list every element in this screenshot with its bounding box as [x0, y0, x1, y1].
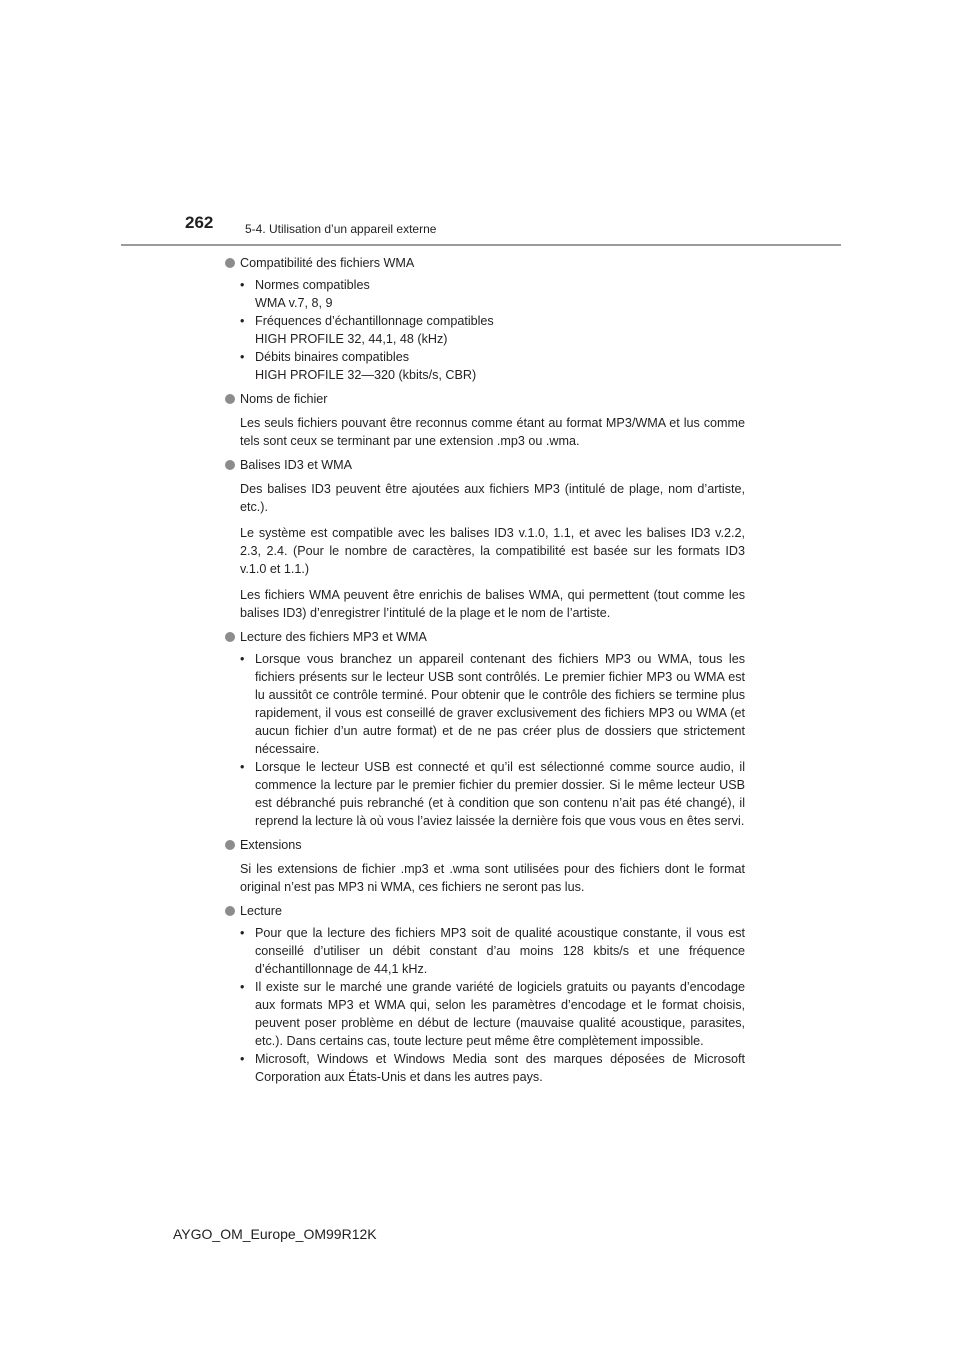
- list-item-text: Il existe sur le marché une grande variété de logiciels gratuits ou payants d’encodage aux formats MP3 et WMA qui, selon les paramètres d’encodage et le format choisis, peuvent poser problème en début de lecture (mauvaise qualité acoustique, parasites, etc.). Dans certains cas, toute lecture peut même être complètement impossible.: [255, 980, 745, 1048]
- section-heading: [224, 390, 745, 408]
- spec-label: Fréquences d’échantillonnage compatibles: [255, 314, 494, 328]
- section-bullet-icon: [225, 460, 235, 470]
- list-item: [240, 1050, 745, 1086]
- list-bullet-icon: •: [240, 1052, 245, 1066]
- list-item: [240, 758, 745, 830]
- list-item: [240, 276, 745, 312]
- spec-detail: HIGH PROFILE 32—320 (kbits/s, CBR): [255, 368, 477, 382]
- list-item-text: Pour que la lecture des fichiers MP3 soit de qualité acoustique constante, il vous est conseillé d’utiliser un débit constant d’au moins 128 kbits/s et une fréquence d’échantillonnage de 44,1 kHz.: [255, 926, 745, 976]
- spec-label: Débits binaires compatibles: [255, 350, 409, 364]
- section-heading: [224, 836, 745, 854]
- section-id3-tags: [224, 456, 745, 622]
- list-item: [240, 924, 745, 978]
- list-bullet-icon: •: [240, 350, 245, 364]
- section-bullet-icon: [225, 906, 235, 916]
- section-heading-text: Balises ID3 et WMA: [240, 458, 352, 472]
- spec-label: Normes compatibles: [255, 278, 370, 292]
- section-title: 5-4. Utilisation d’un appareil externe: [245, 222, 437, 236]
- footer-doc-id: AYGO_OM_Europe_OM99R12K: [173, 1226, 377, 1242]
- section-bullet-icon: [225, 840, 235, 850]
- section-heading-text: Compatibilité des fichiers WMA: [240, 256, 415, 270]
- list-bullet-icon: •: [240, 652, 245, 666]
- section-file-playback: [224, 628, 745, 830]
- section-wma-compat: [224, 254, 745, 384]
- section-heading-text: Lecture des fichiers MP3 et WMA: [240, 630, 427, 644]
- section-heading-text: Noms de fichier: [240, 392, 328, 406]
- bullet-list: [240, 924, 745, 1086]
- section-file-names: [224, 390, 745, 450]
- section-heading: [224, 902, 745, 920]
- page-number: 262: [185, 213, 214, 232]
- list-item: [240, 312, 745, 348]
- paragraph: Les fichiers WMA peuvent être enrichis de balises WMA, qui permettent (tout comme les balises ID3) d’enregistrer l’intitulé de la plage et le nom de l’artiste.: [240, 588, 745, 620]
- list-item-text: Lorsque le lecteur USB est connecté et qu’il est sélectionné comme source audio, il commence la lecture par le premier fichier du premier dossier. Si le même lecteur USB est débranché puis rebranché (et à condition que son contenu n’ait pas été changé), il reprend la lecture là où vous l’aviez laissée la dernière fois que vous vous en êtes servi.: [255, 760, 745, 828]
- paragraph: Des balises ID3 peuvent être ajoutées aux fichiers MP3 (intitulé de plage, nom d’artiste, etc.).: [240, 482, 745, 514]
- section-playback: [224, 902, 745, 1086]
- section-heading: [224, 628, 745, 646]
- section-heading-text: Lecture: [240, 904, 283, 918]
- list-item-text: Microsoft, Windows et Windows Media sont des marques déposées de Microsoft Corporation aux États-Unis et dans les autres pays.: [255, 1052, 745, 1084]
- list-bullet-icon: •: [240, 278, 245, 292]
- spec-detail: WMA v.7, 8, 9: [255, 296, 333, 310]
- header-rule: [121, 244, 841, 246]
- list-bullet-icon: •: [240, 926, 245, 940]
- section-extensions: [224, 836, 745, 896]
- section-heading-text: Extensions: [240, 838, 302, 852]
- spec-list: [240, 276, 745, 384]
- list-bullet-icon: •: [240, 980, 245, 994]
- section-bullet-icon: [225, 394, 235, 404]
- list-bullet-icon: •: [240, 760, 245, 774]
- section-bullet-icon: [225, 258, 235, 268]
- section-heading: [224, 254, 745, 272]
- paragraph: Si les extensions de fichier .mp3 et .wma sont utilisées pour des fichiers dont le format original n’est pas MP3 ni WMA, ces fichiers ne seront pas lus.: [240, 862, 745, 894]
- list-item: [240, 978, 745, 1050]
- paragraph: Le système est compatible avec les balises ID3 v.1.0, 1.1, et avec les balises ID3 v.2.2, 2.3, 2.4. (Pour le nombre de caractères, la compatibilité est basée sur les formats ID3 v.1.0 et 1.1.): [240, 526, 745, 576]
- list-bullet-icon: •: [240, 314, 245, 328]
- paragraph: Les seuls fichiers pouvant être reconnus comme étant au format MP3/WMA et lus comme tels sont ceux se terminant par une extension .mp3 ou .wma.: [240, 416, 745, 448]
- list-item-text: Lorsque vous branchez un appareil contenant des fichiers MP3 ou WMA, tous les fichiers présents sur le lecteur USB sont contrôlés. Le premier fichier MP3 ou WMA est lu aussitôt ce contrôle terminé. Pour obtenir que le contrôle des fichiers se termine plus rapidement, il vous est conseillé de graver exclusivement des fichiers MP3 ou WMA (et aucun fichier d’un autre format) et de ne pas créer plus de dossiers que strictement nécessaire.: [255, 652, 745, 756]
- bullet-list: [240, 650, 745, 830]
- list-item: [240, 650, 745, 758]
- spec-detail: HIGH PROFILE 32, 44,1, 48 (kHz): [255, 332, 448, 346]
- list-item: [240, 348, 745, 384]
- document-body: [224, 254, 745, 1086]
- section-heading: [224, 456, 745, 474]
- section-bullet-icon: [225, 632, 235, 642]
